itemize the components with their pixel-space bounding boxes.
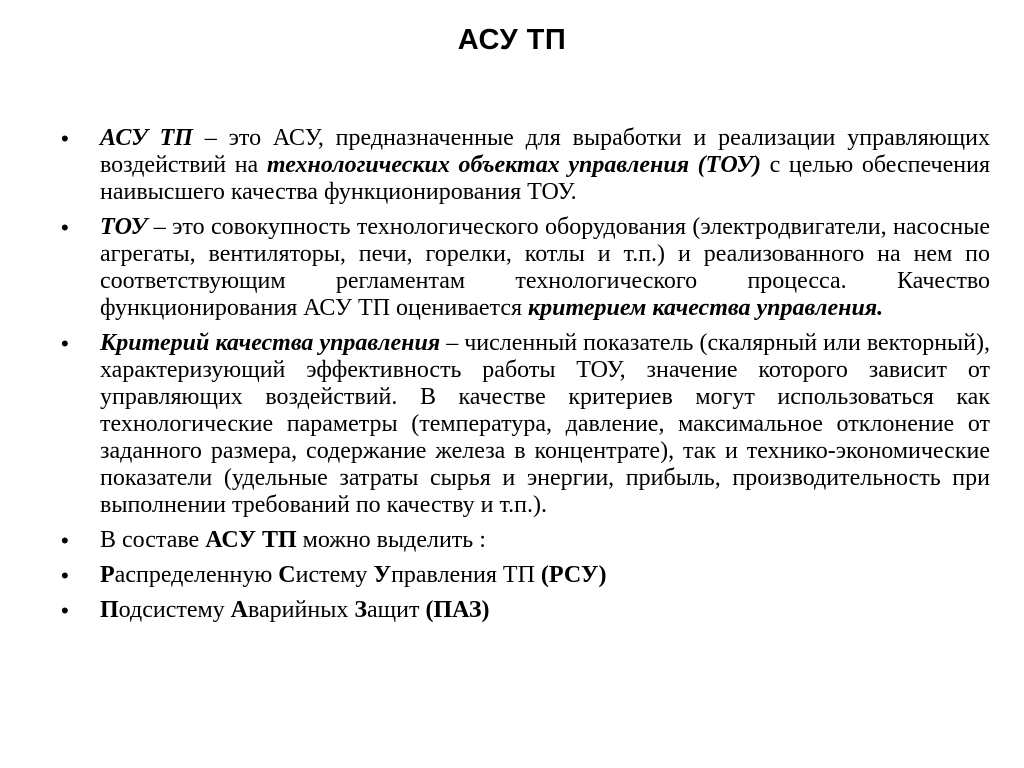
bullet-initial-letter: З <box>354 597 368 623</box>
bullet-term: АСУ ТП <box>100 125 193 151</box>
bullet-emphasis: технологических объектах управления (ТОУ) <box>266 152 761 178</box>
slide-title: АСУ ТП <box>457 24 567 56</box>
bullet-text: – численный показатель (скалярный или векторный), характеризующий эффективность работы ТОУ, значение которого зависит от управляющих воздействий. В качестве критериев могут использоваться как технологические параметры (температура, давление, максимальное отклонение от заданного размера, содержание железа в концентрате), так и технико-экономические показатели (удельные затраты сырья и энергии, прибыль, производительность при выполнении требований по качеству и т.п.). <box>100 330 990 518</box>
bullet-initial-letter: У <box>373 562 392 588</box>
bullet-item-criterion-definition <box>60 330 990 519</box>
bullet-initial-letter: С <box>278 562 296 588</box>
bullet-text: аспределенную <box>114 562 279 588</box>
bullet-term: АСУ ТП <box>205 527 297 553</box>
bullet-item-asu-tp-components <box>60 527 990 554</box>
bullet-text: – это совокупность технологического оборудования (электродвигатели, насосные агрегаты, вентиляторы, печи, горелки, котлы и т.п.) и реализованного на нем по соответствующим регламентам технологического процесса. Качество функционирования АСУ ТП оценивается <box>100 214 990 321</box>
bullet-abbreviation: (ПАЗ) <box>425 597 490 623</box>
bullet-emphasis: критерием качества управления. <box>528 295 884 321</box>
bullet-initial-letter: Р <box>100 562 115 588</box>
bullet-list <box>60 125 990 632</box>
bullet-term: Критерий качества управления <box>100 330 441 356</box>
bullet-text: правления ТП <box>391 562 541 588</box>
bullet-text: можно выделить : <box>296 527 486 553</box>
bullet-text: истему <box>295 562 374 588</box>
bullet-text: с целью обеспечения наивысшего качества функционирования ТОУ. <box>100 152 990 205</box>
bullet-abbreviation: (РСУ) <box>540 562 607 588</box>
bullet-item-asu-tp-definition <box>60 125 990 206</box>
bullet-term: ТОУ <box>100 214 148 240</box>
bullet-text: варийных <box>248 597 355 623</box>
bullet-item-rsu <box>60 562 990 589</box>
bullet-text: – это АСУ, предназначенные для выработки и реализации управляющих воздействий на <box>100 125 991 178</box>
bullet-text: В составе <box>100 527 206 553</box>
bullet-initial-letter: П <box>100 597 119 623</box>
bullet-text: одсистему <box>118 597 231 623</box>
bullet-text: ащит <box>367 597 426 623</box>
bullet-initial-letter: А <box>230 597 249 623</box>
bullet-item-paz <box>60 597 990 624</box>
bullet-item-tou-definition <box>60 214 990 322</box>
